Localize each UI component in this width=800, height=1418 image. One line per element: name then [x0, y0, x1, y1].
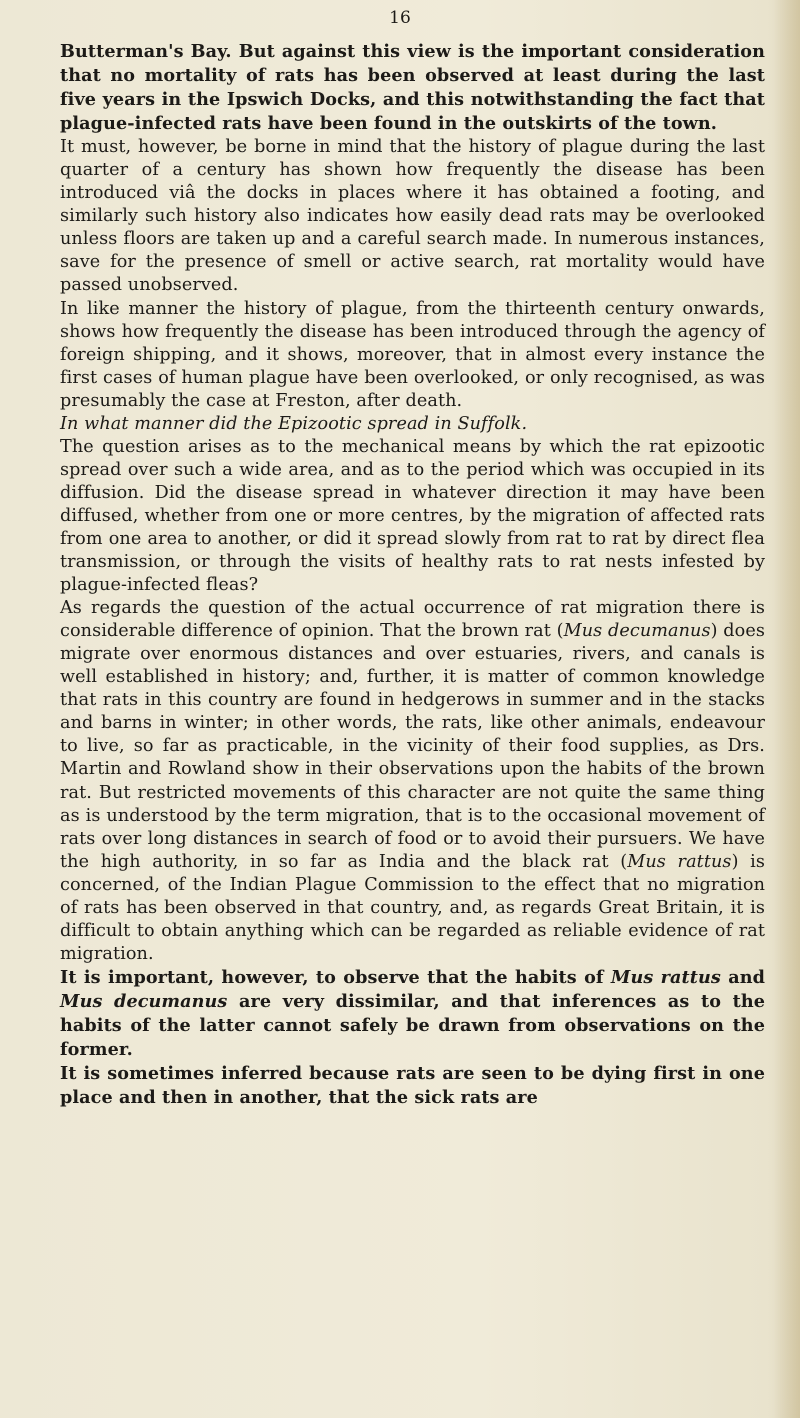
- text-run: Butterman's Bay. But against this view is the important consideration that no mortality of rats has been observed at least during the last five years in the Ipswich Docks, and this notwithstanding the fact that plague-infected rats have been found in the outskirts of the town.: [60, 41, 765, 135]
- text-run: It is important, however, to observe that the habits of: [60, 966, 611, 988]
- paragraph-p4: [60, 436, 765, 597]
- section-heading: In what manner did the Epizootic spread in Suffolk.: [60, 413, 528, 434]
- paragraph-p3: [60, 298, 765, 413]
- text-run: Mus rattus: [610, 966, 721, 988]
- text-run: It is sometimes inferred because rats are seen to be dying first in one place and then in another, that the sick rats are: [60, 1063, 765, 1109]
- page-number: 16: [389, 8, 411, 28]
- text-run: and: [720, 966, 765, 988]
- text-run: It must, however, be borne in mind that the history of plague during the last quarter of a century has shown how frequently the disease has been introduced viâ the docks in places where it has obtained a footing, and similarly such history also indicates how easily dead rats may be overlooked unless floors are taken up and a careful search made. In numerous instances, save for the presence of smell or active search, rat mortality would have passed unobserved.: [60, 137, 765, 296]
- text-run: are very dissimilar, and that inferences as to the habits of the latter cannot safely be drawn from observations on the former.: [60, 990, 765, 1061]
- text-run: ) is concerned, of the Indian Plague Commission to the effect that no migration of rats has been observed in that country, and, as regards Great Britain, it is difficult to obtain anything which can be regarded as reliable evidence of rat migration.: [60, 851, 765, 964]
- body-text: [60, 40, 765, 1110]
- text-run: As regards the question of the actual occurrence of rat migration there is considerable difference of opinion. That the brown rat (: [60, 598, 765, 642]
- paragraph-p2: [60, 136, 765, 297]
- text-run: Mus decumanus: [60, 990, 228, 1012]
- page-edge-shadow: [774, 0, 800, 1418]
- paragraph-p6: [60, 966, 765, 1062]
- text-run: Mus decumanus: [563, 621, 711, 642]
- text-run: Mus rattus: [627, 851, 732, 872]
- text-run: In like manner the history of plague, from the thirteenth century onwards, shows how frequently the disease has been introduced through the agency of foreign shipping, and it shows, moreover, that in almost every instance the first cases of human plague have been overlooked, or only recognised, as was presumably the case at Freston, after death.: [60, 298, 765, 411]
- text-run: The question arises as to the mechanical means by which the rat epizootic spread over such a wide area, and as to the period which was occupied in its diffusion. Did the disease spread in whatever direction it may have been diffused, whether from one or more centres, by the migration of affected rats from one area to another, or did it spread slowly from rat to rat by direct flea transmission, or through the visits of healthy rats to rat nests infested by plague-infected fleas?: [60, 436, 765, 596]
- text-run: ) does migrate over enormous distances and over estuaries, rivers, and canals is well established in history; and, further, it is matter of common knowledge that rats in this country are found in hedgerows in summer and in the stacks and barns in winter; in other words, the rats, like other animals, endeavour to live, so far as practicable, in the vicinity of their food supplies, as Drs. Martin and Rowland show in their observations upon the habits of the brown rat. But restricted movements of this character are not quite the same thing as is understood by the term migration, that is to the occasional movement of rats over long distances in search of food or to avoid their pursuers. We have the high authority, in so far as India and the black rat (: [60, 621, 765, 872]
- paragraph-p1: [60, 40, 765, 136]
- paragraph-p7: [60, 1062, 765, 1110]
- paragraph-p5: [60, 597, 765, 966]
